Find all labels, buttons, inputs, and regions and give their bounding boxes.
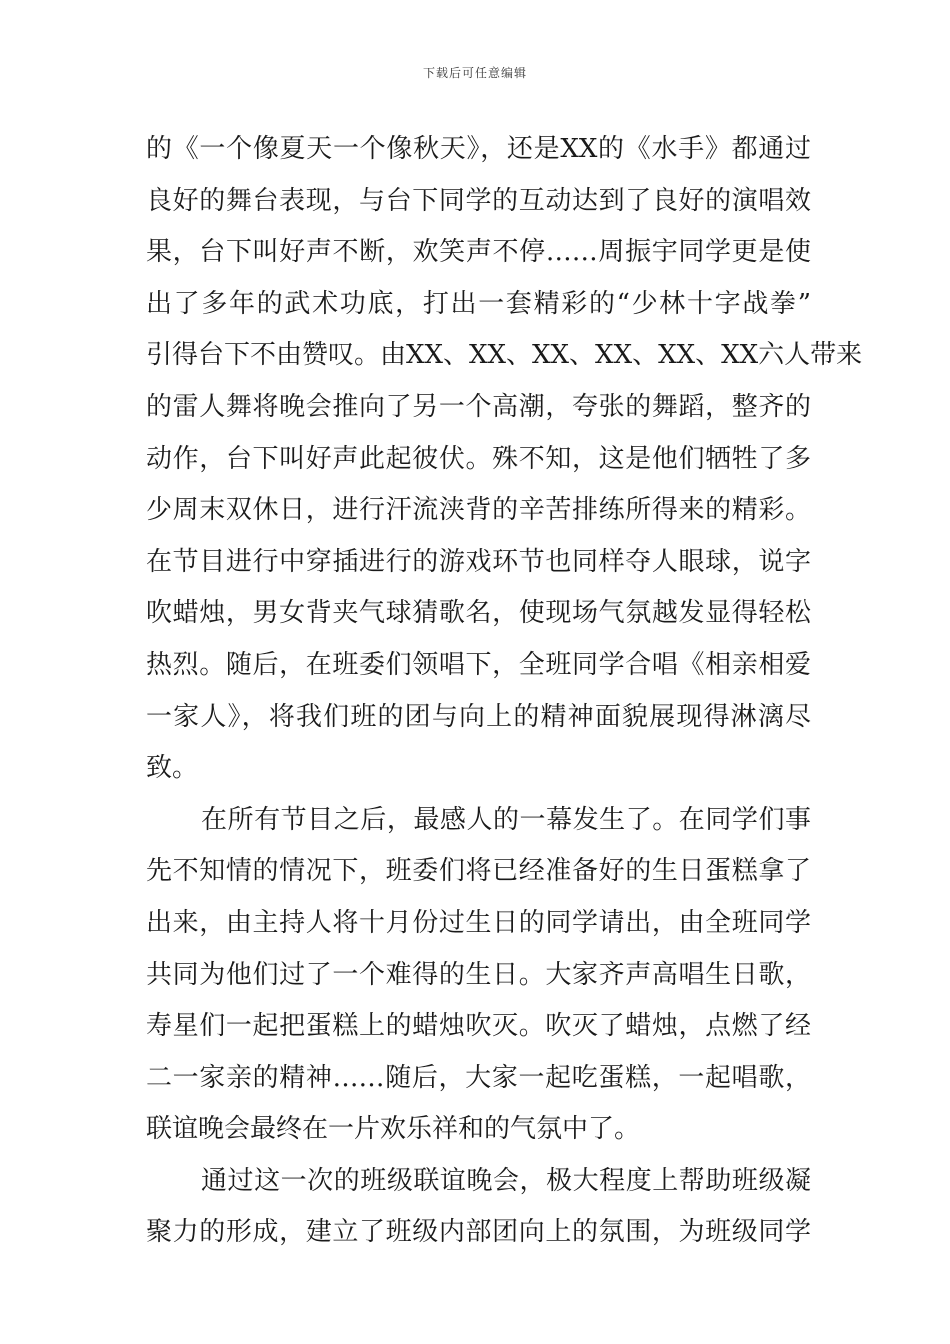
text-line: 的雷人舞将晚会推向了另一个高潮，夸张的舞蹈，整齐的 xyxy=(146,391,811,422)
text-line: 一家人》，将我们班的团与向上的精神面貌展现得淋漓尽 xyxy=(146,701,811,732)
text-line: 在所有节目之后，最感人的一幕发生了。在同学们事 xyxy=(201,804,811,835)
text-line: 少周末双休日，进行汗流浃背的辛苦排练所得来的精彩。 xyxy=(146,495,811,526)
text-line: 热烈。随后，在班委们领唱下，全班同学合唱《相亲相爱 xyxy=(146,649,811,680)
text-line: 在节目进行中穿插进行的游戏环节也同样夺人眼球，说字 xyxy=(146,546,811,577)
text-line: 致。 xyxy=(146,753,199,784)
text-line: 寿星们一起把蛋糕上的蜡烛吹灭。吹灭了蜡烛，点燃了经 xyxy=(146,1011,811,1042)
text-line: 联谊晚会最终在一片欢乐祥和的气氛中了。 xyxy=(146,1114,641,1145)
document-body xyxy=(146,124,863,1259)
text-line: 果，台下叫好声不断，欢笑声不停……周振宇同学更是使 xyxy=(146,237,811,268)
page-header-note: 下载后可任意编辑 xyxy=(422,66,527,80)
text-line: 聚力的形成，建立了班级内部团向上的氛围，为班级同学 xyxy=(146,1217,811,1248)
text-line: 二一家亲的精神……随后，大家一起吃蛋糕，一起唱歌， xyxy=(146,1062,811,1093)
text-line: 通过这一次的班级联谊晚会，极大程度上帮助班级凝 xyxy=(201,1165,811,1196)
text-line: 出来，由主持人将十月份过生日的同学请出，由全班同学 xyxy=(146,907,811,938)
text-line: 吹蜡烛，男女背夹气球猜歌名，使现场气氛越发显得轻松 xyxy=(146,598,811,629)
text-line: 先不知情的情况下，班委们将已经准备好的生日蛋糕拿了 xyxy=(146,856,811,887)
text-line: 引得台下不由赞叹。由XX、XX、XX、XX、XX、XX六人带来 xyxy=(146,340,863,371)
text-line: 动作，台下叫好声此起彼伏。殊不知，这是他们牺牲了多 xyxy=(146,443,811,474)
text-line: 出了多年的武术功底，打出一套精彩的“少林十字战拳” xyxy=(146,288,811,319)
text-line: 的《一个像夏天一个像秋天》，还是XX的《水手》都通过 xyxy=(146,134,811,164)
text-line: 共同为他们过了一个难得的生日。大家齐声高唱生日歌， xyxy=(146,959,811,990)
text-line: 良好的舞台表现，与台下同学的互动达到了良好的演唱效 xyxy=(146,185,811,216)
